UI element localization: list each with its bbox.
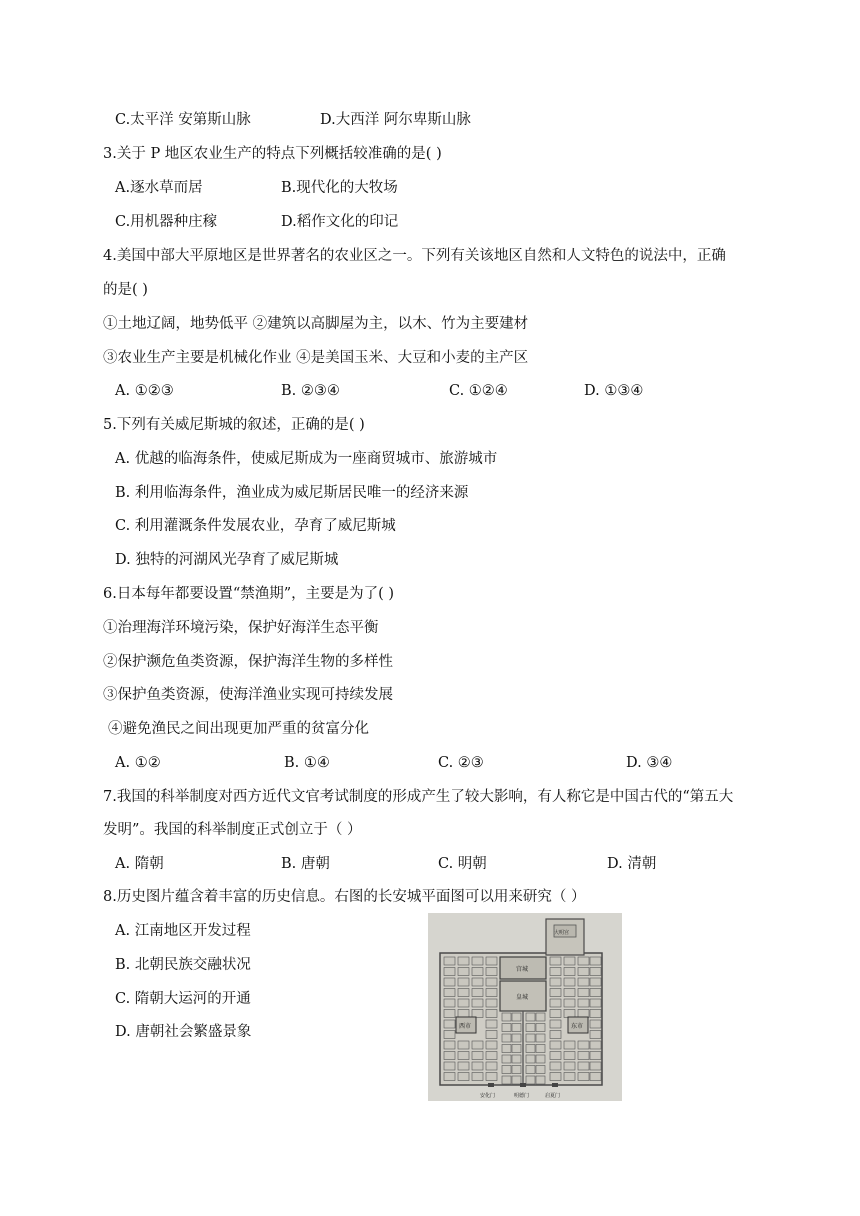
ward-block <box>512 1034 521 1042</box>
ward-block <box>590 1052 601 1060</box>
ward-block <box>536 1034 545 1042</box>
ward-block <box>512 1055 521 1063</box>
q8-stem: 8.历史图片蕴含着丰富的历史信息。右图的长安城平面图可以用来研究（ ） <box>103 889 586 905</box>
ward-block <box>550 1052 561 1060</box>
ward-block <box>564 1041 575 1049</box>
ward-block <box>472 968 483 976</box>
ward-block <box>486 1052 497 1060</box>
q4-option-a: A. ①②③ <box>115 383 174 399</box>
ward-block <box>472 1073 483 1081</box>
ward-block <box>536 1024 545 1032</box>
ward-block <box>486 1020 497 1028</box>
ward-block <box>526 1066 535 1074</box>
q4-option-d: D. ①③④ <box>584 383 644 399</box>
ward-block <box>564 957 575 965</box>
q6-option-d: D. ③④ <box>626 755 673 771</box>
imperial-city-label: 皇城 <box>516 994 529 1001</box>
ward-block <box>578 999 589 1007</box>
ward-block <box>444 978 455 986</box>
q6-option-b: B. ①④ <box>284 755 330 771</box>
ward-block <box>444 1020 455 1028</box>
q8-option-c: C. 隋朝大运河的开通 <box>115 991 251 1007</box>
ward-block <box>502 1076 511 1084</box>
q2-option-d: D.大西洋 阿尔卑斯山脉 <box>320 112 471 128</box>
ward-block <box>564 1073 575 1081</box>
ward-block <box>536 1045 545 1053</box>
ward-block <box>472 1062 483 1070</box>
q4-statements-1-2: ①土地辽阔，地势低平 ②建筑以高脚屋为主，以木、竹为主要建材 <box>103 316 529 332</box>
ward-block <box>550 978 561 986</box>
ward-block <box>486 1062 497 1070</box>
ward-block <box>578 1052 589 1060</box>
ward-block <box>590 1062 601 1070</box>
ward-block <box>526 1076 535 1084</box>
ward-block <box>472 1052 483 1060</box>
q5-option-a: A. 优越的临海条件，使威尼斯成为一座商贸城市、旅游城市 <box>115 451 498 467</box>
ward-block <box>526 1013 535 1021</box>
ward-block <box>590 1041 601 1049</box>
q6-option-a: A. ①② <box>115 755 161 771</box>
ward-block <box>550 999 561 1007</box>
ward-block <box>578 968 589 976</box>
q8-option-d: D. 唐朝社会繁盛景象 <box>115 1024 252 1040</box>
ward-block <box>458 1073 469 1081</box>
q5-option-d: D. 独特的河湖风光孕育了威尼斯城 <box>115 552 339 568</box>
ward-block <box>486 957 497 965</box>
ward-block <box>550 1031 561 1039</box>
q4-stem-line2: 的是( ) <box>103 282 148 298</box>
ward-block <box>444 989 455 997</box>
ward-block <box>486 1041 497 1049</box>
ward-block <box>502 1045 511 1053</box>
ward-block <box>590 1073 601 1081</box>
ward-block <box>578 1062 589 1070</box>
q4-option-b: B. ②③④ <box>281 383 340 399</box>
ward-block <box>526 1024 535 1032</box>
ward-block <box>550 1041 561 1049</box>
ward-block <box>578 978 589 986</box>
ward-block <box>458 968 469 976</box>
gate-mid-label: 明德门 <box>514 1093 530 1099</box>
q6-stem: 6.日本每年都要设置“禁渔期”，主要是为了( ) <box>103 586 395 602</box>
q3-option-c: C.用机器种庄稼 <box>115 214 218 230</box>
ward-block <box>590 957 601 965</box>
ward-block <box>444 1062 455 1070</box>
ward-block <box>590 968 601 976</box>
q3-option-a: A.逐水草而居 <box>115 180 203 196</box>
ward-block <box>502 1013 511 1021</box>
ward-block <box>564 1052 575 1060</box>
ward-block <box>564 1010 575 1018</box>
ward-block <box>578 1041 589 1049</box>
ward-block <box>590 978 601 986</box>
ward-block <box>590 999 601 1007</box>
ward-block <box>512 1024 521 1032</box>
q7-option-a: A. 隋朝 <box>115 856 164 872</box>
ward-block <box>502 1066 511 1074</box>
gate-left-label: 安化门 <box>480 1093 496 1099</box>
ward-block <box>512 1045 521 1053</box>
ward-block <box>444 1031 455 1039</box>
q6-option-c: C. ②③ <box>438 755 484 771</box>
changan-city-map <box>428 913 622 1101</box>
ward-block <box>578 1073 589 1081</box>
q8-option-a: A. 江南地区开发过程 <box>115 923 251 939</box>
ward-block <box>512 1066 521 1074</box>
q6-statement-1: ①治理海洋环境污染，保护好海洋生态平衡 <box>103 620 379 636</box>
ward-block <box>486 989 497 997</box>
ward-block <box>502 1034 511 1042</box>
ward-block <box>458 999 469 1007</box>
ward-block <box>444 999 455 1007</box>
ward-block <box>590 1010 601 1018</box>
q3-stem: 3.关于 P 地区农业生产的特点下列概括较准确的是( ) <box>103 146 442 162</box>
ward-block <box>486 978 497 986</box>
ward-block <box>536 1055 545 1063</box>
ward-block <box>472 999 483 1007</box>
ward-block <box>486 1010 497 1018</box>
ward-block <box>564 999 575 1007</box>
q4-statements-3-4: ③农业生产主要是机械化作业 ④是美国玉米、大豆和小麦的主产区 <box>103 350 529 366</box>
ward-block <box>526 1034 535 1042</box>
ward-block <box>472 978 483 986</box>
q7-stem-line2: 发明”。我国的科举制度正式创立于（ ） <box>103 822 362 838</box>
q6-statement-2: ②保护濒危鱼类资源，保护海洋生物的多样性 <box>103 654 393 670</box>
ward-block <box>458 1010 469 1018</box>
ward-block <box>444 968 455 976</box>
ward-block <box>564 978 575 986</box>
ward-block <box>564 989 575 997</box>
ward-block <box>550 1073 561 1081</box>
q7-option-d: D. 清朝 <box>607 856 657 872</box>
ward-block <box>472 1041 483 1049</box>
ward-block <box>444 1073 455 1081</box>
q8-option-b: B. 北朝民族交融状况 <box>115 957 251 973</box>
ward-block <box>590 989 601 997</box>
q7-option-b: B. 唐朝 <box>281 856 330 872</box>
ward-block <box>536 1076 545 1084</box>
q7-stem-line1: 7.我国的科举制度对西方近代文官考试制度的形成产生了较大影响，有人称它是中国古代的“第五大 <box>103 789 734 805</box>
ward-block <box>458 1062 469 1070</box>
ward-block <box>550 1020 561 1028</box>
ward-block <box>458 978 469 986</box>
ward-block <box>502 1055 511 1063</box>
ward-block <box>458 1041 469 1049</box>
ward-block <box>550 968 561 976</box>
ward-block <box>550 989 561 997</box>
ward-block <box>472 1010 483 1018</box>
ward-block <box>472 989 483 997</box>
ward-block <box>578 989 589 997</box>
ward-block <box>526 1055 535 1063</box>
daming-palace-label: 大明宫 <box>554 930 570 936</box>
ward-block <box>536 1066 545 1074</box>
ward-block <box>578 957 589 965</box>
ward-block <box>590 1031 601 1039</box>
ward-block <box>502 1024 511 1032</box>
ward-block <box>444 1041 455 1049</box>
ward-block <box>486 968 497 976</box>
ward-block <box>486 1073 497 1081</box>
ward-block <box>458 957 469 965</box>
ward-block <box>512 1076 521 1084</box>
q3-option-d: D.稻作文化的印记 <box>281 214 399 230</box>
q6-statement-4: ④避免渔民之间出现更加严重的贫富分化 <box>108 721 369 737</box>
palace-label: 宫城 <box>516 966 529 973</box>
ward-block <box>444 1010 455 1018</box>
q6-statement-3: ③保护鱼类资源，使海洋渔业实现可持续发展 <box>103 687 393 703</box>
ward-block <box>486 999 497 1007</box>
ward-block <box>590 1020 601 1028</box>
ward-block <box>564 968 575 976</box>
q5-option-b: B. 利用临海条件，渔业成为威尼斯居民唯一的经济来源 <box>115 485 469 501</box>
ward-block <box>550 957 561 965</box>
west-market-label: 西市 <box>459 1023 472 1030</box>
ward-block <box>578 1010 589 1018</box>
gate-right-label: 启夏门 <box>545 1093 561 1099</box>
ward-block <box>472 957 483 965</box>
ward-block <box>550 1010 561 1018</box>
ward-block <box>444 1052 455 1060</box>
q4-option-c: C. ①②④ <box>449 383 508 399</box>
q2-option-c: C.太平洋 安第斯山脉 <box>115 112 251 128</box>
ward-block <box>486 1031 497 1039</box>
q4-stem-line1: 4.美国中部大平原地区是世界著名的农业区之一。下列有关该地区自然和人文特色的说法中，正确 <box>103 248 726 264</box>
ward-block <box>458 1052 469 1060</box>
ward-block <box>458 989 469 997</box>
ward-block <box>526 1045 535 1053</box>
ward-block <box>536 1013 545 1021</box>
ward-block <box>564 1062 575 1070</box>
ward-block <box>512 1013 521 1021</box>
east-market-label: 东市 <box>571 1023 584 1030</box>
q3-option-b: B.现代化的大牧场 <box>281 180 398 196</box>
q7-option-c: C. 明朝 <box>438 856 487 872</box>
ward-block <box>444 957 455 965</box>
q5-option-c: C. 利用灌溉条件发展农业，孕育了威尼斯城 <box>115 518 396 534</box>
q5-stem: 5.下列有关威尼斯城的叙述，正确的是( ) <box>103 417 365 433</box>
ward-block <box>550 1062 561 1070</box>
